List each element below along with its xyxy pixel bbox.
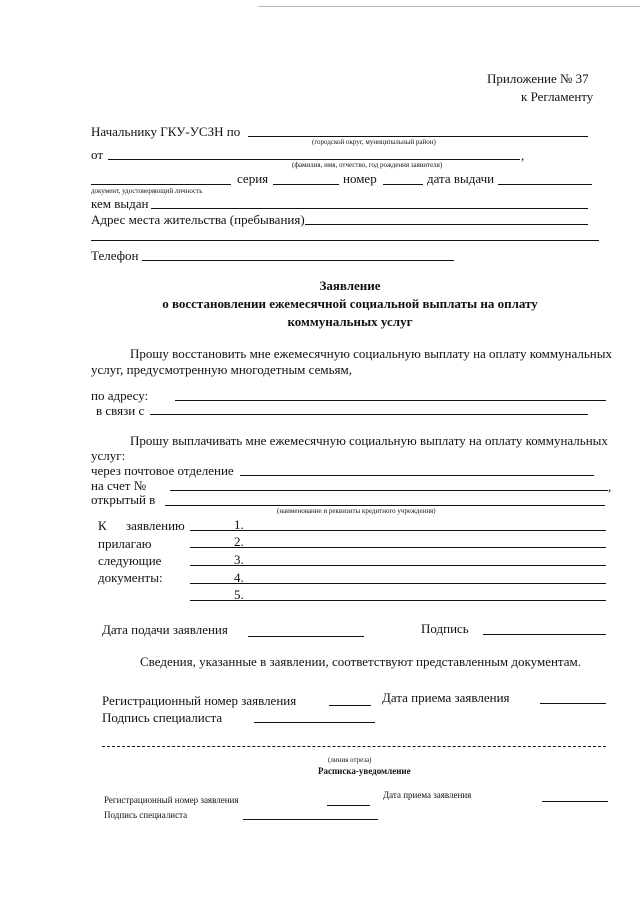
- receipt-accept-date-field-line[interactable]: [542, 801, 608, 802]
- attachment-number: 5.: [234, 587, 244, 602]
- number-label: номер: [343, 171, 377, 186]
- confirmation-text: Сведения, указанные в заявлении, соответствуют представленным документам.: [140, 654, 582, 669]
- bank-caption: (наименование и реквизиты кредитного учреждения): [277, 507, 436, 515]
- attachments-label-k: К: [98, 518, 107, 533]
- attachments-label-attach: прилагаю: [98, 536, 152, 551]
- attachment-field-line-2[interactable]: [190, 547, 606, 548]
- document-title-line3: коммунальных услуг: [287, 314, 413, 329]
- series-field-line[interactable]: [273, 184, 339, 185]
- issued-by-label: кем выдан: [91, 196, 149, 211]
- attachments-label-following: следующие: [98, 553, 162, 568]
- cut-line: [102, 746, 606, 747]
- document-field-line[interactable]: [91, 184, 231, 185]
- signature-label: Подпись: [421, 621, 469, 636]
- addressee-field-line[interactable]: [248, 136, 588, 137]
- attachment-field-line-3[interactable]: [190, 565, 606, 566]
- account-field-line[interactable]: [170, 490, 608, 491]
- accept-date-field-line[interactable]: [540, 703, 606, 704]
- by-address-label: по адресу:: [91, 388, 149, 403]
- attachment-number: 1.: [234, 517, 244, 532]
- attachment-field-line-1[interactable]: [190, 530, 606, 531]
- from-label: от: [91, 147, 104, 162]
- document-title-line2: о восстановлении ежемесячной социальной выплаты на оплату: [162, 296, 538, 311]
- document-title: Заявление: [319, 278, 381, 293]
- attachment-number: 4.: [234, 570, 244, 585]
- attachment-number: 2.: [234, 534, 244, 549]
- specialist-signature-label: Подпись специалиста: [102, 710, 223, 725]
- due-to-field-line[interactable]: [150, 414, 588, 415]
- attachment-number: 3.: [234, 552, 244, 567]
- request-pay-text: Прошу выплачивать мне ежемесячную социальную выплату на оплату коммунальных: [130, 433, 608, 448]
- by-address-field-line[interactable]: [175, 400, 606, 401]
- issue-date-field-line[interactable]: [498, 184, 592, 185]
- post-office-field-line[interactable]: [240, 475, 594, 476]
- request-restore-text-line2: услуг, предусмотренную многодетным семьям,: [91, 362, 352, 377]
- phone-label: Телефон: [91, 248, 139, 263]
- opened-in-field-line[interactable]: [165, 505, 605, 506]
- receipt-accept-date-label: Дата приема заявления: [383, 790, 472, 800]
- receipt-reg-number-field-line[interactable]: [327, 805, 370, 806]
- signature-field-line[interactable]: [483, 634, 606, 635]
- address-field-line-2[interactable]: [91, 240, 599, 241]
- reg-number-field-line[interactable]: [329, 705, 371, 706]
- from-caption: (фамилия, имя, отчество, год рождения заявителя): [292, 161, 443, 169]
- phone-field-line[interactable]: [142, 260, 454, 261]
- address-label: Адрес места жительства (пребывания): [91, 212, 305, 227]
- appendix-number: Приложение № 37: [487, 71, 589, 86]
- attachments-label-application: заявлению: [126, 518, 185, 533]
- page-top-edge: [258, 6, 640, 7]
- submit-date-label: Дата подачи заявления: [102, 622, 228, 637]
- address-field-line[interactable]: [305, 224, 588, 225]
- post-office-label: через почтовое отделение: [91, 463, 234, 478]
- from-comma: ,: [521, 148, 525, 163]
- attachment-field-line-5[interactable]: [190, 600, 606, 601]
- account-label: на счет №: [91, 478, 147, 493]
- account-comma: ,: [608, 479, 612, 494]
- addressee-label: Начальнику ГКУ-УСЗН по: [91, 124, 241, 139]
- receipt-title: Расписка-уведомление: [318, 766, 411, 776]
- reglament-ref: к Регламенту: [521, 89, 594, 104]
- receipt-reg-number-label: Регистрационный номер заявления: [104, 795, 239, 805]
- attachments-label-documents: документы:: [98, 570, 163, 585]
- accept-date-label: Дата приема заявления: [382, 690, 510, 705]
- from-field-line[interactable]: [108, 159, 520, 160]
- cut-line-caption: (линия отреза): [328, 756, 372, 764]
- receipt-signature-field-line[interactable]: [243, 819, 378, 820]
- request-pay-text-line2: услуг:: [91, 448, 126, 463]
- receipt-signature-label: Подпись специалиста: [104, 810, 188, 820]
- opened-in-label: открытый в: [91, 492, 156, 507]
- submit-date-field-line[interactable]: [248, 636, 364, 637]
- document-caption: документ, удостоверяющий личность: [91, 187, 203, 195]
- issue-date-label: дата выдачи: [427, 171, 495, 186]
- series-label: серия: [237, 171, 269, 186]
- due-to-label: в связи с: [96, 403, 145, 418]
- issued-by-field-line[interactable]: [151, 208, 588, 209]
- request-restore-text: Прошу восстановить мне ежемесячную социальную выплату на оплату коммунальных: [130, 346, 613, 361]
- specialist-signature-field-line[interactable]: [254, 722, 375, 723]
- addressee-caption: (городской округ, муниципальный район): [312, 138, 436, 146]
- attachment-field-line-4[interactable]: [190, 583, 606, 584]
- number-field-line[interactable]: [383, 184, 423, 185]
- reg-number-label: Регистрационный номер заявления: [102, 693, 297, 708]
